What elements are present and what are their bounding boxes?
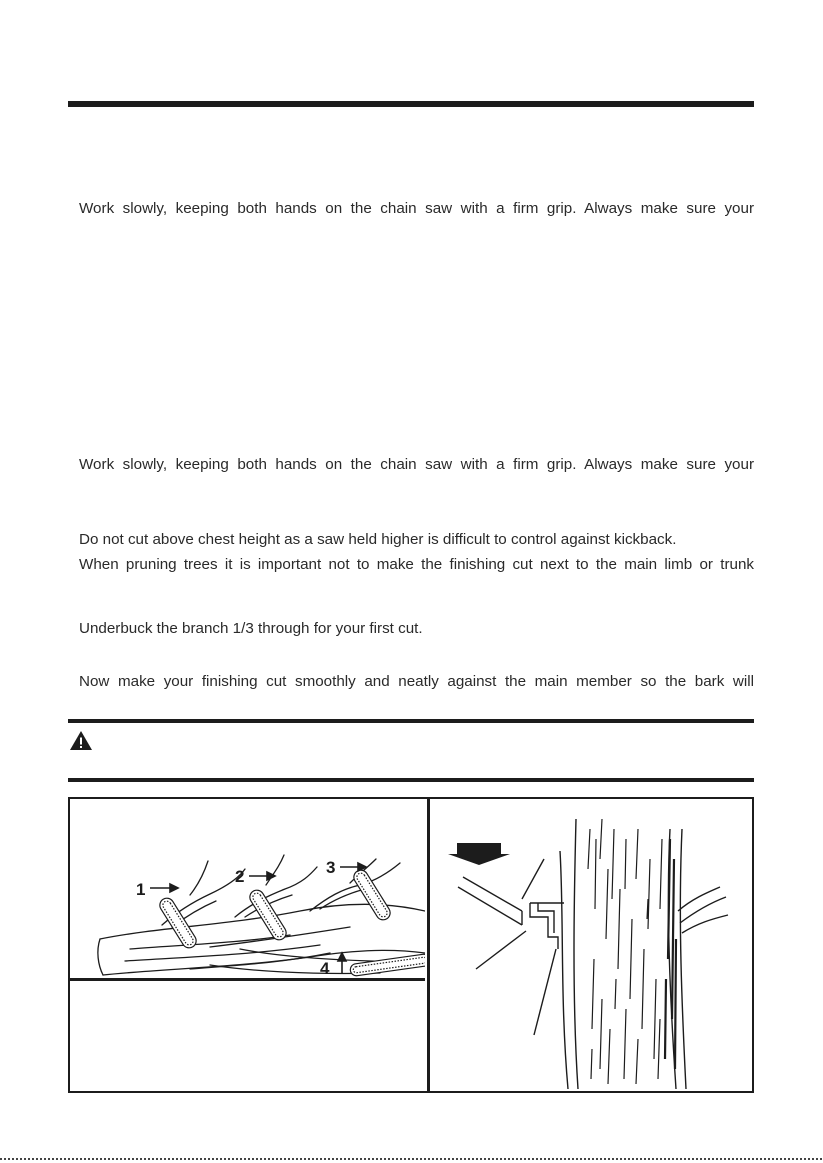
warning-rule-bottom [68, 778, 754, 782]
page-bottom-edge [0, 1158, 823, 1160]
paragraph-finishing-cut: Now make your finishing cut smoothly and neatly against the main member so the bark will [79, 673, 754, 690]
warning-rule-top [68, 719, 754, 723]
left-figure-caption-area [70, 981, 425, 1091]
step-label-3: 3 [326, 858, 336, 877]
warning-triangle-icon [69, 730, 93, 751]
step-label-4: 4 [320, 959, 330, 978]
step-label-1: 1 [136, 880, 146, 899]
pruning-steps-illustration [70, 799, 425, 979]
step-label-2: 2 [235, 867, 245, 886]
down-arrow-icon [448, 843, 510, 865]
paragraph-chest-height: Do not cut above chest height as a saw held higher is difficult to control against kickback. [79, 531, 677, 548]
paragraph-underbuck: Underbuck the branch 1/3 through for your first cut. [79, 620, 423, 637]
paragraph-pruning: When pruning trees it is important not to make the finishing cut next to the main limb or trunk [79, 556, 754, 573]
paragraph-work-slowly-1: Work slowly, keeping both hands on the chain saw with a firm grip. Always make sure your [79, 200, 754, 217]
paragraph-work-slowly-2: Work slowly, keeping both hands on the chain saw with a firm grip. Always make sure your [79, 456, 754, 473]
figures-box [68, 797, 754, 1093]
finishing-cut-illustration [430, 799, 752, 1091]
header-rule [68, 101, 754, 107]
